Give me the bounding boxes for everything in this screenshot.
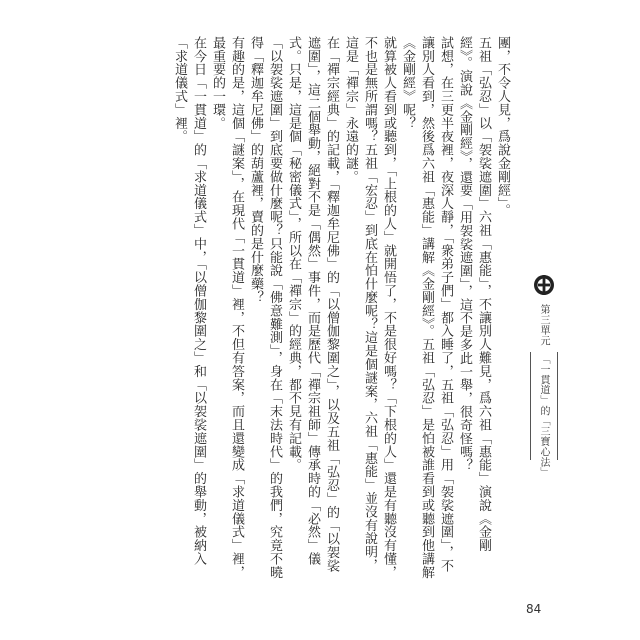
divider [557,352,558,460]
paragraph: 「以袈裟遮圍」到底要做什麼呢？只能說「佛意難測」，身在「末法時代」的我們，究竟不曉得「釋迦牟尼佛」的葫蘆裡，賣的是什麼藥？ [248,36,282,579]
body-text [150,36,512,584]
paragraph: 試想，在三更半夜裡，夜深人靜，「衆弟子們」都入睡了，五祖「弘忍」用「袈裟遮圍」，不讓別人看到，然後爲六祖「惠能」講解《金剛經》。五祖「弘忍」是怕被誰看到或聽到他講解《金剛經》呢？ [400,36,453,579]
paragraph: 在今日「一貫道」的「求道儀式」中，「以僧伽黎圍之」和「以袈裟遮圍」的舉動，被納入「求道儀式」裡。 [172,36,206,566]
paragraph: 在「禪宗經典」的記載，「釋迦牟尼佛」的「以僧伽黎圍之」，以及五祖「弘忍」的「以袈裟遮圍」，這二個舉動，絕對不是「偶然」事件，而是歷代「禪宗祖師」傳承時的「必然」儀式。只是，這是個「秘密儀式」，所以在「禪宗」的經典，都不見有記載。 [286,36,339,573]
paragraph: 五祖「弘忍」以「袈裟遮圍」六祖「惠能」，不讓別人難見，爲六祖「惠能」演說《金剛經》。演說《金剛經》，還要「用袈裟遮圍」，這不是多此一舉，很奇怪嗎？ [457,36,491,553]
book-title: 「一貫道」的「三寶心法」 [538,354,549,478]
paragraph: 就算被人看到或聽到，「上根的人」就開悟了，不是很好嗎？「下根的人」還是有聽沒有懂，不也是無所謂嗎？五祖「宏忍」到底在怕什麼呢？這是個謎案，六祖「惠能」並沒有說明，這是「禪宗」永遠的謎。 [343,36,396,579]
chapter-emblem-icon [533,274,555,296]
paragraph: 團，不令人見，爲說金剛經」。 [495,36,510,218]
unit-title: 第三單元 [538,304,549,346]
paragraph: 有趣的是，這個「謎案」，在現代「一貫道」裡，不但有答案，而且還變成「求道儀式」裡，最重要的一環。 [210,36,244,579]
running-header [524,36,564,596]
divider [530,352,531,460]
page-number: 84 [526,602,542,616]
